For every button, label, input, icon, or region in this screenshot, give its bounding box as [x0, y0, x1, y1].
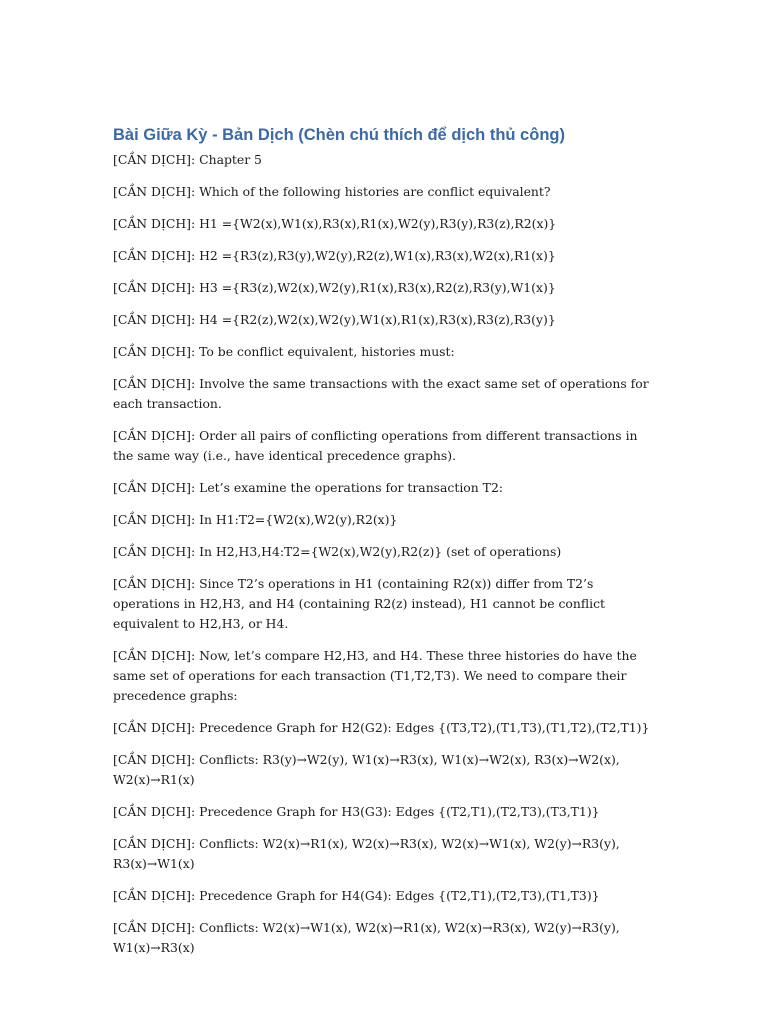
paragraph-graph-h2: [CẦN DỊCH]: Precedence Graph for H2(G2): Edges {(T3,T2),(T1,T3),(T1,T2),(T2,T1)}	[113, 720, 650, 735]
paragraph-compare-intro: [CẦN DỊCH]: Now, let’s compare H2,H3, and H4. These three histories do have the same set of operations for each transaction (T1,T2,T3). We need to compare their precedence graphs:	[113, 648, 637, 703]
paragraph-conflicts-h4: [CẦN DỊCH]: Conflicts: W2(x)→W1(x), W2(x)→R1(x), W2(x)→R3(x), W2(y)→R3(y), W1(x)→R3(x)	[113, 920, 620, 955]
paragraph-t2-in-h2-h3-h4: [CẦN DỊCH]: In H2,H3,H4:T2={W2(x),W2(y),R2(z)} (set of operations)	[113, 544, 562, 559]
document-title: Bài Giữa Kỳ - Bản Dịch (Chèn chú thích để dịch thủ công)	[113, 126, 565, 144]
paragraph-h4: [CẦN DỊCH]: H4 ={R2(z),W2(x),W2(y),W1(x),R1(x),R3(x),R3(z),R3(y)}	[113, 312, 556, 327]
paragraph-conflicts-h2: [CẦN DỊCH]: Conflicts: R3(y)→W2(y), W1(x)→R3(x), W1(x)→W2(x), R3(x)→W2(x), W2(x)→R1(x)	[113, 752, 620, 787]
paragraph-graph-h3: [CẦN DỊCH]: Precedence Graph for H3(G3): Edges {(T2,T1),(T2,T3),(T3,T1)}	[113, 804, 600, 819]
paragraph-condition-2: [CẦN DỊCH]: Order all pairs of conflicting operations from different transactions in the same way (i.e., have identical precedence graphs).	[113, 428, 638, 463]
paragraph-question: [CẦN DỊCH]: Which of the following histories are conflict equivalent?	[113, 184, 551, 199]
paragraph-conflicts-h3: [CẦN DỊCH]: Conflicts: W2(x)→R1(x), W2(x)→R3(x), W2(x)→W1(x), W2(y)→R3(y), R3(x)→W1(x)	[113, 836, 620, 871]
paragraph-graph-h4: [CẦN DỊCH]: Precedence Graph for H4(G4): Edges {(T2,T1),(T2,T3),(T1,T3)}	[113, 888, 600, 903]
paragraph-h3: [CẦN DỊCH]: H3 ={R3(z),W2(x),W2(y),R1(x),R3(x),R2(z),R3(y),W1(x)}	[113, 280, 556, 295]
paragraph-chapter: [CẦN DỊCH]: Chapter 5	[113, 152, 262, 167]
paragraph-condition-1: [CẦN DỊCH]: Involve the same transactions with the exact same set of operations for each transaction.	[113, 376, 649, 411]
document-body	[113, 124, 658, 970]
paragraph-examine-t2: [CẦN DỊCH]: Let’s examine the operations for transaction T2:	[113, 480, 504, 495]
paragraph-t2-in-h1: [CẦN DỊCH]: In H1:T2={W2(x),W2(y),R2(x)}	[113, 512, 398, 527]
paragraph-h1-conclusion: [CẦN DỊCH]: Since T2’s operations in H1 (containing R2(x)) differ from T2’s operations in H2,H3, and H4 (containing R2(z) instead), H1 cannot be conflict equivalent to H2,H3, or H4.	[113, 576, 606, 631]
paragraph-conditions-intro: [CẦN DỊCH]: To be conflict equivalent, histories must:	[113, 344, 455, 359]
paragraph-h2: [CẦN DỊCH]: H2 ={R3(z),R3(y),W2(y),R2(z),W1(x),R3(x),W2(x),R1(x)}	[113, 248, 556, 263]
paragraph-h1: [CẦN DỊCH]: H1 ={W2(x),W1(x),R3(x),R1(x),W2(y),R3(y),R3(z),R2(x)}	[113, 216, 557, 231]
